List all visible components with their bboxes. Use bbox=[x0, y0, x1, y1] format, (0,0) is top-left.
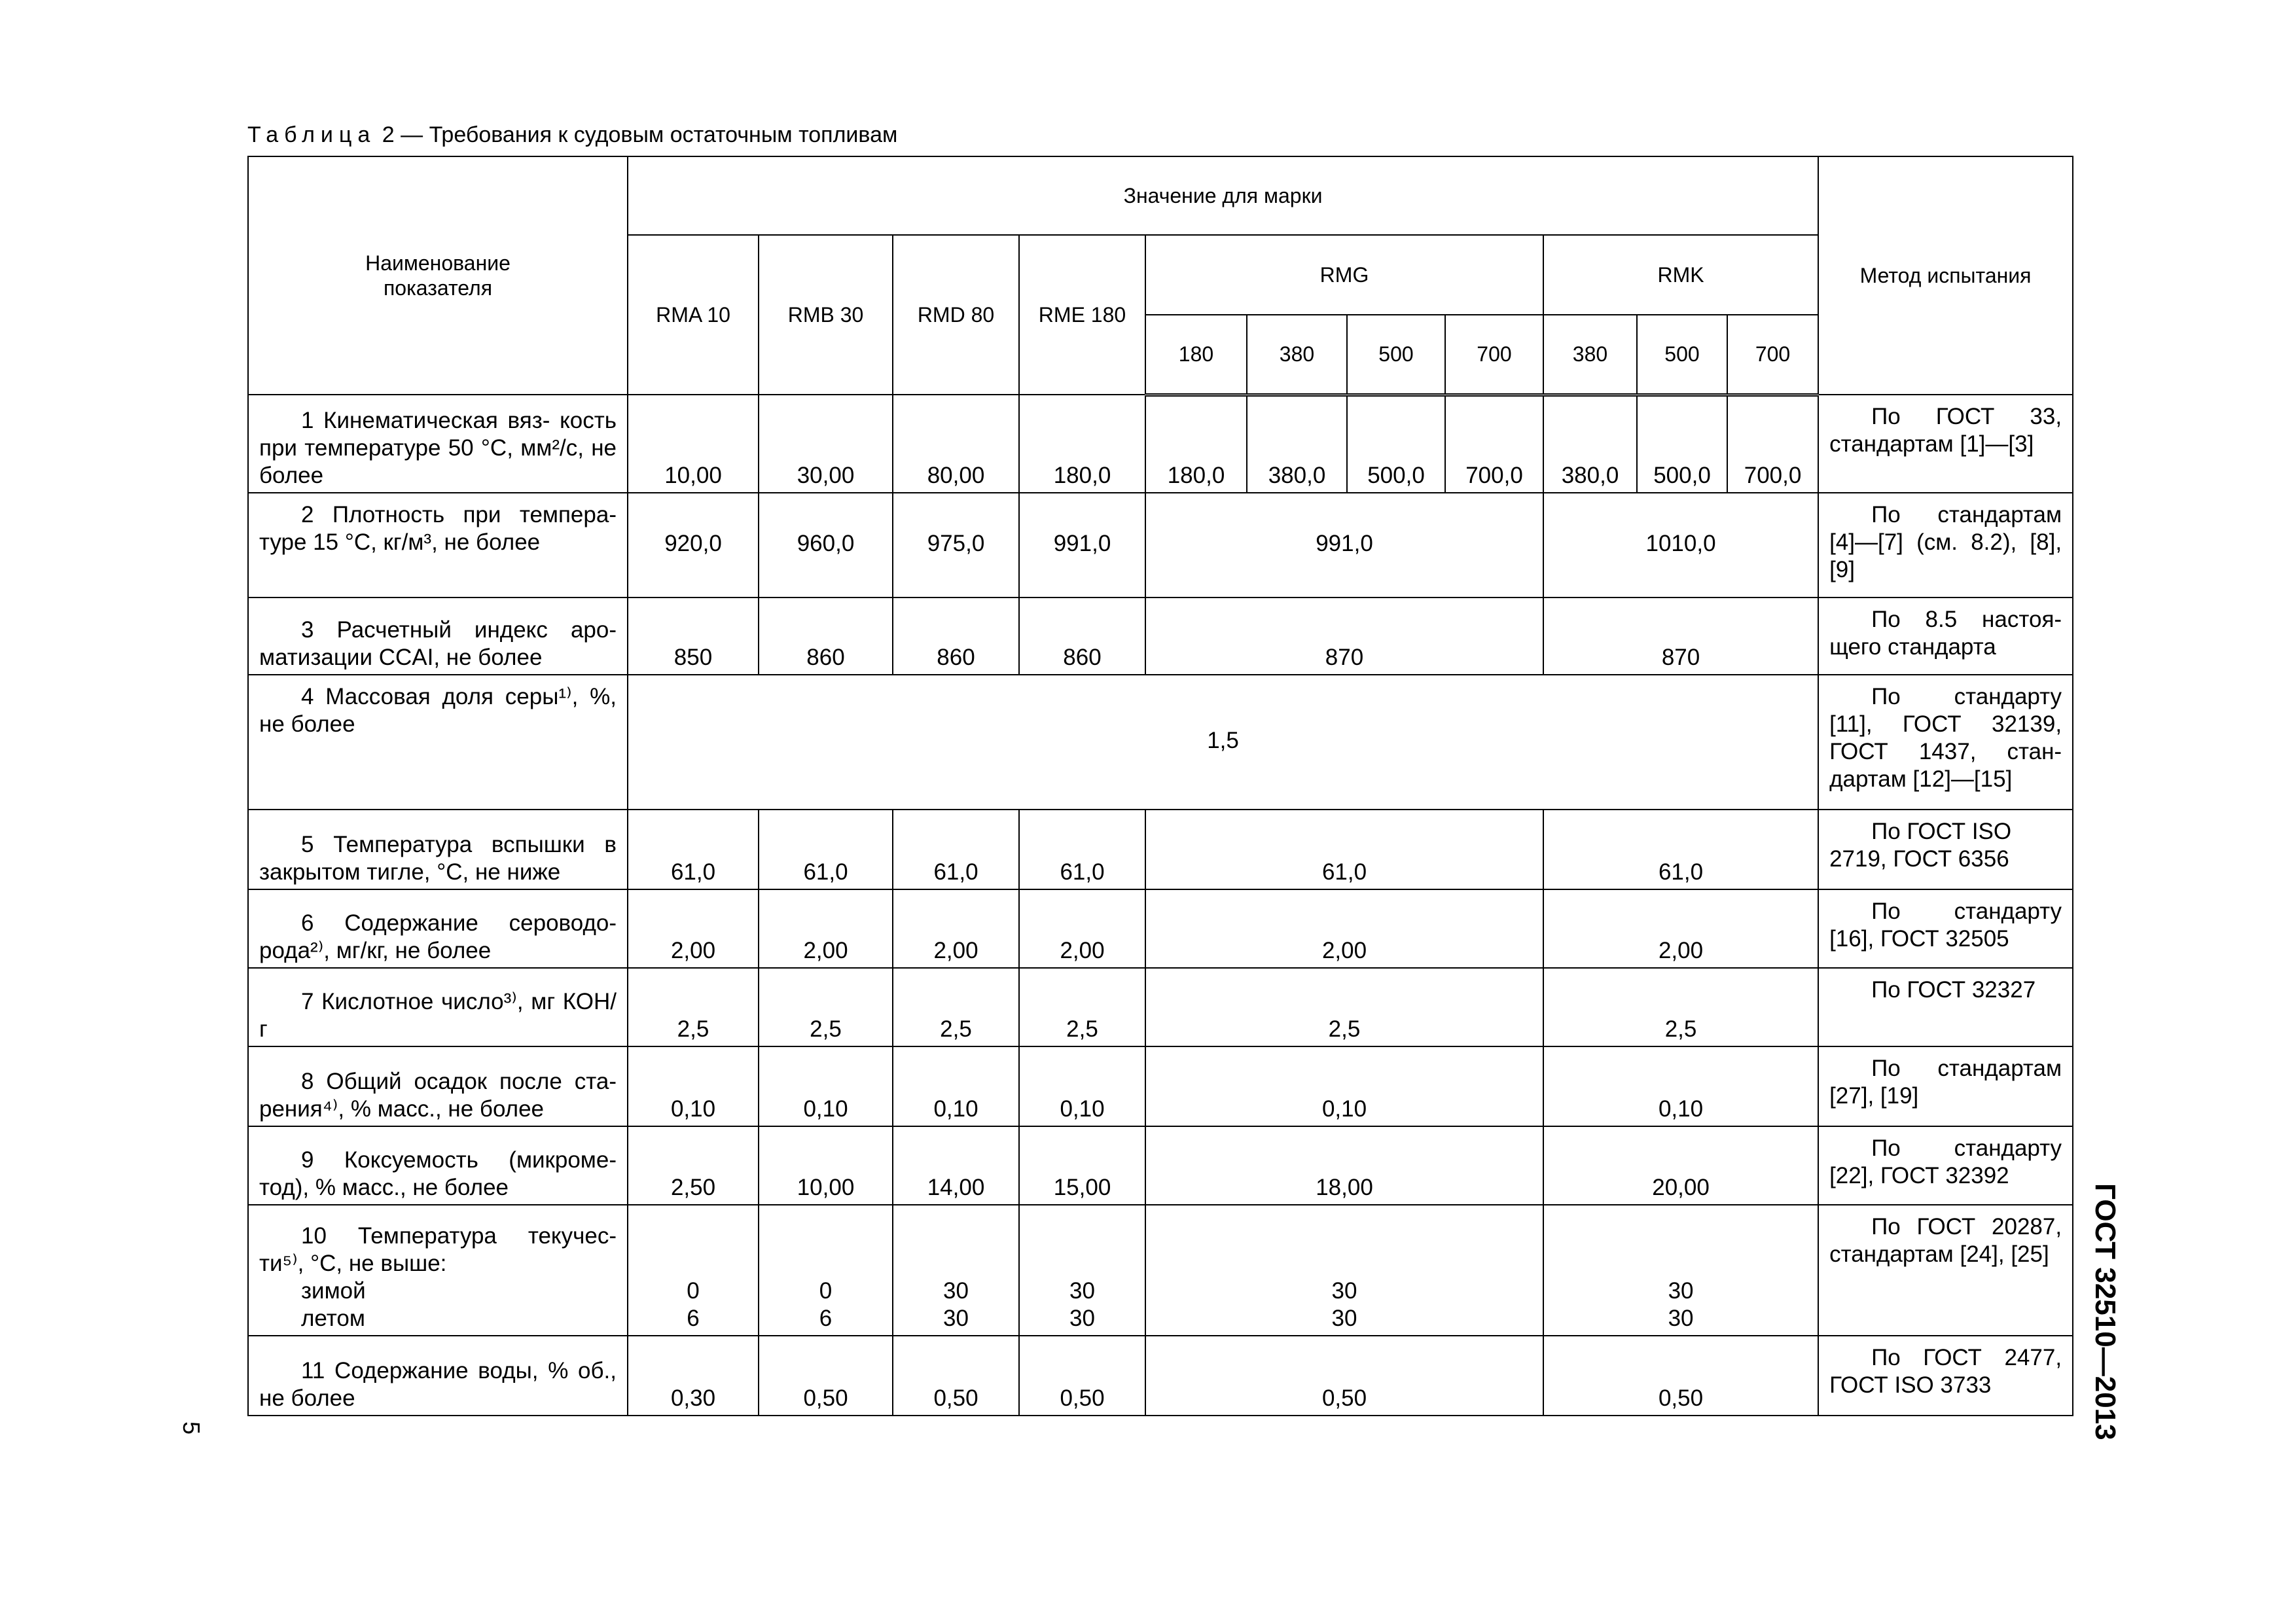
value-cell-rmk: 0,10 bbox=[1543, 1046, 1818, 1126]
table-row bbox=[248, 675, 2073, 810]
header-grade: RMB 30 bbox=[759, 235, 893, 395]
document-standard-title: ГОСТ 32510—2013 bbox=[2089, 1183, 2121, 1440]
value-cell-rmg: 61,0 bbox=[1145, 810, 1543, 889]
table-row bbox=[248, 810, 2073, 889]
value-cell: 2,00 bbox=[893, 889, 1019, 968]
table-caption-label: Таблица bbox=[247, 122, 376, 147]
value-cell: 0,50 bbox=[759, 1336, 893, 1416]
indicator-name: 10 Температура текучес- ти⁵⁾, °С, не выше: зимой летом bbox=[248, 1205, 628, 1336]
header-rmk-sub: 380 bbox=[1543, 315, 1637, 395]
indicator-name: 8 Общий осадок после ста- рения⁴⁾, % масс., не более bbox=[248, 1046, 628, 1126]
indicator-name: 4 Массовая доля серы¹⁾, %, не более bbox=[248, 675, 628, 810]
header-rmg-sub: 700 bbox=[1445, 315, 1543, 395]
value-cell: 2,00 bbox=[759, 889, 893, 968]
indicator-name: 11 Содержание воды, % об., не более bbox=[248, 1336, 628, 1416]
table-row bbox=[248, 597, 2073, 675]
test-method: По ГОСТ 32327 bbox=[1818, 968, 2073, 1046]
value-cell: 0 6 bbox=[759, 1205, 893, 1336]
value-cell: 850 bbox=[628, 597, 759, 675]
test-method: По стандарту [11], ГОСТ 32139, ГОСТ 1437, стан- дартам [12]—[15] bbox=[1818, 675, 2073, 810]
value-cell: 10,00 bbox=[759, 1126, 893, 1205]
table-row bbox=[248, 395, 2073, 493]
table-row bbox=[248, 493, 2073, 597]
value-cell-rmk: 61,0 bbox=[1543, 810, 1818, 889]
requirements-table bbox=[247, 156, 2073, 1416]
value-cell: 80,00 bbox=[893, 395, 1019, 493]
table-row bbox=[248, 889, 2073, 968]
value-cell: 500,0 bbox=[1637, 395, 1727, 493]
header-rmg-sub: 500 bbox=[1347, 315, 1445, 395]
value-cell: 61,0 bbox=[1019, 810, 1145, 889]
value-cell: 61,0 bbox=[759, 810, 893, 889]
value-cell: 920,0 bbox=[628, 493, 759, 597]
value-cell: 15,00 bbox=[1019, 1126, 1145, 1205]
value-cell: 975,0 bbox=[893, 493, 1019, 597]
header-grade-rmg: RMG bbox=[1145, 235, 1543, 315]
table-row bbox=[248, 1336, 2073, 1416]
test-method: По ГОСТ ISO 2719, ГОСТ 6356 bbox=[1818, 810, 2073, 889]
value-cell: 180,0 bbox=[1019, 395, 1145, 493]
header-indicator-name: Наименование показателя bbox=[248, 156, 628, 395]
value-cell-rmk: 1010,0 bbox=[1543, 493, 1818, 597]
value-cell-rmk: 20,00 bbox=[1543, 1126, 1818, 1205]
value-cell: 2,00 bbox=[1019, 889, 1145, 968]
value-cell: 0,10 bbox=[1019, 1046, 1145, 1126]
value-cell: 10,00 bbox=[628, 395, 759, 493]
value-cell: 2,50 bbox=[628, 1126, 759, 1205]
header-grade: RMA 10 bbox=[628, 235, 759, 395]
table-caption-text: 2 — Требования к судовым остаточным топливам bbox=[382, 122, 898, 147]
value-cell: 180,0 bbox=[1145, 395, 1247, 493]
value-cell: 61,0 bbox=[628, 810, 759, 889]
test-method: По стандартам [27], [19] bbox=[1818, 1046, 2073, 1126]
value-cell-rmg: 18,00 bbox=[1145, 1126, 1543, 1205]
test-method: По ГОСТ 20287, стандартам [24], [25] bbox=[1818, 1205, 2073, 1336]
test-method: По стандарту [22], ГОСТ 32392 bbox=[1818, 1126, 2073, 1205]
indicator-name: 7 Кислотное число³⁾, мг КОН/г bbox=[248, 968, 628, 1046]
table-row bbox=[248, 1205, 2073, 1336]
value-cell-rmg: 2,5 bbox=[1145, 968, 1543, 1046]
indicator-name: 6 Содержание сероводо- рода²⁾, мг/кг, не более bbox=[248, 889, 628, 968]
test-method: По стандарту [16], ГОСТ 32505 bbox=[1818, 889, 2073, 968]
header-rmk-sub: 700 bbox=[1727, 315, 1818, 395]
value-cell: 0,30 bbox=[628, 1336, 759, 1416]
value-cell: 0,50 bbox=[893, 1336, 1019, 1416]
value-cell: 0,10 bbox=[759, 1046, 893, 1126]
value-cell: 0 6 bbox=[628, 1205, 759, 1336]
value-cell: 2,5 bbox=[628, 968, 759, 1046]
table-row bbox=[248, 1126, 2073, 1205]
value-cell: 500,0 bbox=[1347, 395, 1445, 493]
header-values-group: Значение для марки bbox=[628, 156, 1818, 235]
value-cell-rmg: 870 bbox=[1145, 597, 1543, 675]
value-cell: 61,0 bbox=[893, 810, 1019, 889]
value-cell-rmg: 30 30 bbox=[1145, 1205, 1543, 1336]
test-method: По ГОСТ 2477, ГОСТ ISO 3733 bbox=[1818, 1336, 2073, 1416]
value-cell: 30 30 bbox=[1019, 1205, 1145, 1336]
value-cell-rmk: 870 bbox=[1543, 597, 1818, 675]
header-grade-rmk: RMK bbox=[1543, 235, 1818, 315]
value-cell: 860 bbox=[759, 597, 893, 675]
value-cell: 2,00 bbox=[628, 889, 759, 968]
test-method: По ГОСТ 33, стандартам [1]—[3] bbox=[1818, 395, 2073, 493]
table-caption bbox=[247, 122, 897, 148]
value-cell: 700,0 bbox=[1445, 395, 1543, 493]
value-cell-rmk: 2,5 bbox=[1543, 968, 1818, 1046]
value-cell: 0,10 bbox=[628, 1046, 759, 1126]
value-cell-rmk: 2,00 bbox=[1543, 889, 1818, 968]
value-cell: 860 bbox=[1019, 597, 1145, 675]
header-rmg-sub: 180 bbox=[1145, 315, 1247, 395]
value-cell: 700,0 bbox=[1727, 395, 1818, 493]
value-cell: 2,5 bbox=[1019, 968, 1145, 1046]
value-cell: 991,0 bbox=[1019, 493, 1145, 597]
value-cell-all-grades: 1,5 bbox=[628, 675, 1818, 810]
value-cell: 860 bbox=[893, 597, 1019, 675]
indicator-name: 5 Температура вспышки в закрытом тигле, °С, не ниже bbox=[248, 810, 628, 889]
header-rmg-sub: 380 bbox=[1247, 315, 1347, 395]
header-grade: RMD 80 bbox=[893, 235, 1019, 395]
indicator-name: 9 Коксуемость (микроме- тод), % масс., не более bbox=[248, 1126, 628, 1205]
value-cell: 960,0 bbox=[759, 493, 893, 597]
page-number: 5 bbox=[178, 1421, 205, 1435]
value-cell: 380,0 bbox=[1543, 395, 1637, 493]
header-test-method: Метод испытания bbox=[1818, 156, 2073, 395]
value-cell: 0,10 bbox=[893, 1046, 1019, 1126]
value-cell: 30,00 bbox=[759, 395, 893, 493]
value-cell-rmk: 30 30 bbox=[1543, 1205, 1818, 1336]
header-rmk-sub: 500 bbox=[1637, 315, 1727, 395]
test-method: По стандартам [4]—[7] (см. 8.2), [8], [9] bbox=[1818, 493, 2073, 597]
test-method: По 8.5 настоя- щего стандарта bbox=[1818, 597, 2073, 675]
value-cell-rmg: 991,0 bbox=[1145, 493, 1543, 597]
indicator-name: 3 Расчетный индекс аро- матизации CCAI, не более bbox=[248, 597, 628, 675]
value-cell-rmg: 0,50 bbox=[1145, 1336, 1543, 1416]
value-cell: 0,50 bbox=[1019, 1336, 1145, 1416]
value-cell: 2,5 bbox=[759, 968, 893, 1046]
value-cell: 14,00 bbox=[893, 1126, 1019, 1205]
value-cell-rmg: 2,00 bbox=[1145, 889, 1543, 968]
value-cell: 2,5 bbox=[893, 968, 1019, 1046]
value-cell: 380,0 bbox=[1247, 395, 1347, 493]
header-grade: RME 180 bbox=[1019, 235, 1145, 395]
value-cell-rmg: 0,10 bbox=[1145, 1046, 1543, 1126]
table-row bbox=[248, 968, 2073, 1046]
value-cell-rmk: 0,50 bbox=[1543, 1336, 1818, 1416]
table-row bbox=[248, 1046, 2073, 1126]
indicator-name: 2 Плотность при темпера- туре 15 °С, кг/м³, не более bbox=[248, 493, 628, 597]
indicator-name: 1 Кинематическая вяз- кость при температуре 50 °С, мм²/с, не более bbox=[248, 395, 628, 493]
value-cell: 30 30 bbox=[893, 1205, 1019, 1336]
